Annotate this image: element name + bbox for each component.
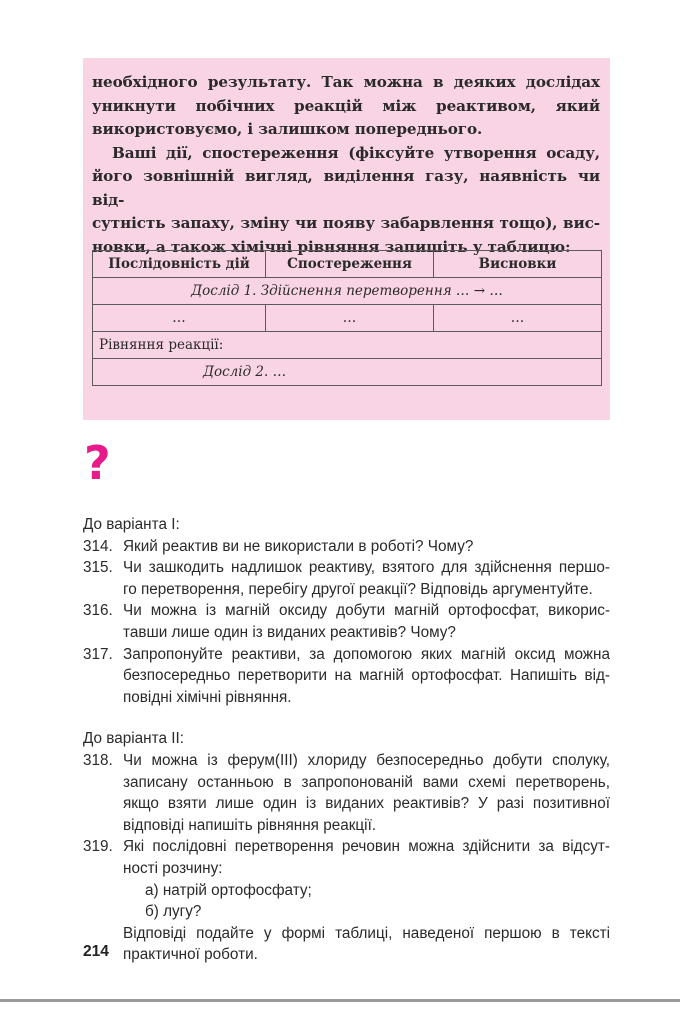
- question-line: ності розчину:: [123, 859, 223, 877]
- question-line: повідні хімічні рівняння.: [123, 688, 292, 706]
- question-number: 317.: [83, 645, 113, 663]
- table-row: [93, 305, 602, 332]
- question-line: тавши лише один із виданих реактивів? Чому?: [123, 623, 456, 641]
- column-header: Спостереження: [266, 251, 434, 278]
- text-line: Ваші дії, спостереження (фіксуйте утворення осаду,: [112, 143, 600, 162]
- question-number: 319.: [83, 838, 113, 856]
- results-table: [92, 250, 602, 386]
- questions-section: [83, 514, 610, 966]
- question-line: безпосередньо перетворити на магній ортофосфат. Напишіть від-: [123, 667, 610, 685]
- question-line: відповіді напишіть рівняння реакції.: [123, 816, 377, 834]
- experiment-1-title: Дослід 1. Здійснення перетворення … → …: [93, 278, 602, 305]
- question-317: [83, 644, 610, 709]
- question-line: практичної роботи.: [123, 946, 258, 964]
- text-line: новки, а також хімічні рівняння запишіть у таблицю:: [92, 237, 571, 256]
- instructions-paragraph-2: [92, 142, 600, 260]
- question-line: Чи зашкодить надлишок реактиву, взятого для здійснення першо-: [123, 559, 610, 577]
- question-line: Чи можна із ферум(ІІІ) хлориду безпосередньо добути сполуку,: [123, 751, 610, 769]
- bottom-divider: [0, 999, 680, 1002]
- question-line: Чи можна із магній оксиду добути магній ортофосфат, викорис-: [123, 602, 610, 620]
- column-header: Висновки: [434, 251, 602, 278]
- text-line: використовуємо, і залишком попереднього.: [92, 120, 483, 138]
- text-line: сутність запаху, зміну чи появу забарвлення тощо), вис-: [92, 214, 600, 232]
- sub-item: а) натрій ортофосфату;: [145, 881, 312, 899]
- experiment-2-title: Дослід 2. …: [93, 359, 602, 386]
- question-314: [83, 536, 610, 558]
- page-number: 214: [83, 943, 109, 960]
- equation-label: Рівняння реакції:: [93, 332, 602, 359]
- question-line: Який реактив ви не використали в роботі? Чому?: [123, 537, 474, 555]
- variant-1-title: До варіанта І:: [83, 516, 180, 533]
- table-row: [93, 332, 602, 359]
- question-315: [83, 557, 610, 600]
- question-number: 315.: [83, 559, 113, 577]
- instructions-paragraph-1: [92, 71, 600, 142]
- question-line: Які послідовні перетворення речовин можна здійснити за відсут-: [123, 838, 610, 856]
- column-header: Послідовність дій: [93, 251, 266, 278]
- table-header-row: [93, 251, 602, 278]
- variant-2-title: До варіанта ІІ:: [83, 730, 184, 748]
- table-cell: …: [266, 305, 434, 332]
- table-cell: …: [434, 305, 602, 332]
- question-mark-icon: ?: [84, 436, 111, 490]
- question-line: го перетворення, перебігу другої реакції? Відповідь аргументуйте.: [123, 580, 593, 598]
- question-line: Відповіді подайте у формі таблиці, наведеної першою в тексті: [123, 924, 610, 942]
- question-319: [83, 836, 610, 966]
- text-line: необхідного результату. Так можна в деяких дослідах: [92, 73, 600, 91]
- text-line: уникнути побічних реакцій між реактивом, який: [92, 96, 600, 115]
- question-number: 314.: [83, 537, 113, 555]
- text-line: його зовнішній вигляд, виділення газу, наявність чи від-: [92, 167, 600, 209]
- question-number: 316.: [83, 602, 113, 620]
- question-line: якщо взяти лише один із виданих реактивів? У разі позитивної: [123, 795, 610, 813]
- lab-instructions-box: [83, 58, 610, 420]
- sub-item: б) лугу?: [145, 903, 202, 921]
- table-cell: …: [93, 305, 266, 332]
- table-row: [93, 278, 602, 305]
- table-row: [93, 359, 602, 386]
- question-318: [83, 750, 610, 836]
- question-316: [83, 600, 610, 643]
- question-line: Запропонуйте реактиви, за допомогою яких магній оксид можна: [123, 645, 610, 663]
- question-line: записану останньою в запропонованій вами схемі перетворень,: [123, 773, 610, 791]
- question-number: 318.: [83, 751, 113, 769]
